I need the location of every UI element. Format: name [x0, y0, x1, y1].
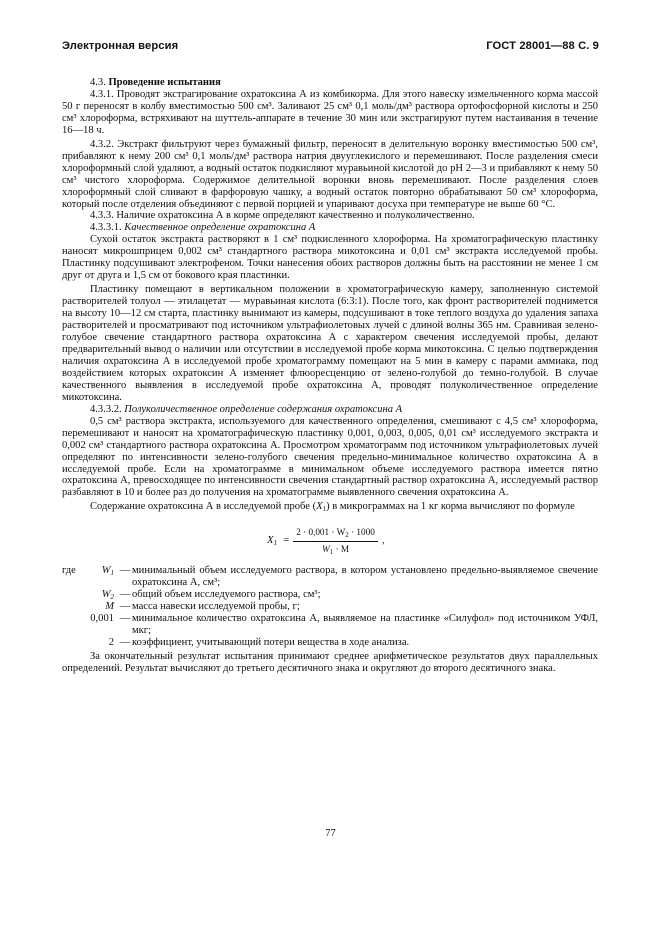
definition-symbol: [80, 613, 118, 637]
paragraph-4-3-3: 4.3.3. Наличие охратоксина А в корме определяют качественно и полуколичественно.: [90, 210, 475, 222]
formula-denominator: [322, 542, 349, 556]
subscript: 2: [345, 530, 349, 539]
definition-symbol: [80, 637, 118, 649]
subscript: 1: [322, 505, 327, 514]
formula: [267, 523, 385, 559]
numerator-text: 2 · 0,001 · W: [296, 526, 346, 537]
definition-dash: —: [119, 601, 131, 613]
formula-numerator: [293, 527, 378, 542]
formula-trailing-comma: ,: [381, 534, 385, 547]
definition-symbol: [80, 589, 118, 601]
variable-x: X: [316, 501, 323, 513]
header-edition-label: Электронная версия: [62, 40, 179, 52]
section-title: Проведение испытания: [108, 77, 221, 88]
paragraph-semi-quantitative: 0,5 см³ раствора экстракта, используемого для качественного определения, смешивают с 4,5 см³ хлороформа, перемешивают и наносят на хроматографическую пластинку 0,001, 0,003, 0,005, 0,01 см³ исследуемого экстракта и 0,002 см³ стандартного раствора охратоксина А. Просмотром хроматограмм под источником ультрафиолетовых лучей определяют по интенсивности зелено-голубого свечения предельно-минимальное количество охратоксина А в исследуемой пробе. Если на хроматограмме в минимальном объеме исследуемого раствора имеется пятно охратоксина А, превосходящее по интенсивности свечения стандартный раствор охратоксина А, исследуемый раствор разбавляют в 10 и более раз до получения на хроматограмме выявленного свечения охратоксина А.: [62, 415, 598, 499]
definition-prefix: где: [62, 565, 76, 577]
symbol-text: M: [105, 601, 114, 613]
definition-prefix: [62, 589, 80, 601]
definition-row: [62, 613, 598, 637]
section-number: 4.3.: [90, 77, 106, 88]
definition-row: [62, 565, 598, 589]
definition-dash: —: [119, 637, 131, 649]
text-fragment: Содержание охратоксина А в исследуемой пробе (: [90, 501, 317, 513]
subheading-number: 4.3.3.2.: [90, 403, 122, 415]
symbol-text: W: [101, 565, 111, 577]
definition-dash: —: [119, 589, 131, 601]
subscript: 1: [329, 547, 334, 556]
definition-symbol: [80, 565, 118, 589]
definition-dash: —: [119, 613, 131, 625]
symbol-text: 2: [108, 637, 114, 649]
paragraph-content-formula-intro: [62, 501, 598, 513]
definition-prefix: [62, 637, 80, 649]
subheading-title: Качественное определение охратоксина А: [124, 222, 316, 234]
definition-prefix: [62, 613, 80, 637]
definition-text: минимальный объем исследуемого раствора, в котором установлено предельно-выявляемое свечение охратоксина А, см³;: [132, 565, 598, 589]
paragraph-dry-residue: Сухой остаток экстракта растворяют в 1 см³ подкисленного хлороформа. На хроматографическую пластинку наносят микрошприцем 0,002 см³ стандартного раствора микотоксина и 0,01 см³ экстракта исследуемой пробы. Пластинку подсушивают электрофеном. Точки нанесения обоих растворов должны быть на расстоянии не менее 1 см друг от друга и 1,5 см от бокового края пластинки.: [62, 234, 598, 282]
text-fragment: ) в микрограммах на 1 кг корма вычисляют по формуле: [326, 501, 575, 513]
subheading-title: Полуколичественное определение содержания охратоксина А: [124, 403, 403, 415]
symbol-definitions: [62, 565, 598, 649]
formula-fraction: [293, 527, 378, 556]
document-body: [62, 77, 598, 675]
subscript: 1: [110, 569, 114, 578]
definition-row: [62, 637, 598, 649]
definition-text: масса навески исследуемой пробы, г;: [132, 601, 300, 613]
definition-dash: —: [119, 565, 131, 577]
denominator-tail: · M: [333, 543, 349, 554]
subscript: 1: [273, 539, 278, 548]
numerator-tail: · 1000: [348, 526, 375, 537]
formula-equals: =: [283, 534, 290, 547]
paragraph-4-3-2: 4.3.2. Экстракт фильтруют через бумажный фильтр, переносят в делительную воронку вместимостью 500 см³, прибавляют к нему 200 см³ 0,1 моль/дм³ раствора натрия двууглекислого и перемешивают. После разделения смеси хлороформный слой удаляют, а водный остаток подкисляют муравьиной кислотой до рН 2—3 и прибавляют к нему 50 см³ чистого хлороформа. Содержимое делительной воронки вновь перемешивают. После разделения слоев хлороформный слой сливают в фарфоровую чашку, а водный остаток повторно обрабатывают 50 см³ хлороформа, который после отделения объединяют с первой порцией и упаривают досуха при температуре не выше 60 °С.: [62, 138, 598, 210]
subheading-number: 4.3.3.1.: [90, 222, 122, 234]
subheading-4-3-3-1: [62, 222, 598, 234]
definition-text: общий объем исследуемого раствора, см³;: [132, 589, 321, 601]
definition-text: коэффициент, учитывающий потери вещества в ходе анализа.: [132, 637, 410, 649]
section-heading-4-3: [62, 77, 598, 89]
header-standard-page: ГОСТ 28001—88 С. 9: [486, 40, 599, 52]
page-number: 77: [325, 828, 336, 839]
formula-block: [62, 523, 598, 559]
definition-symbol: [80, 601, 118, 613]
definition-prefix: [62, 601, 80, 613]
symbol-text: W: [101, 589, 111, 601]
subheading-4-3-3-2: [62, 404, 598, 416]
definition-row: [62, 589, 598, 601]
definition-text: минимальное количество охратоксина А, выявляемое на пластинке «Силуфол» под источником УФЛ, мкг;: [132, 613, 598, 637]
paragraph-final-result: За окончательный результат испытания принимают среднее арифметическое результатов двух параллельных определений. Результат вычисляют до третьего десятичного знака и округляют до второго десятичного знака.: [62, 650, 598, 674]
subscript: 2: [110, 593, 114, 602]
formula-variable: X: [267, 534, 274, 547]
paragraph-4-3-1: 4.3.1. Проводят экстрагирование охратоксина А из комбикорма. Для этого навеску измельченного корма массой 50 г переносят в колбу вместимостью 500 см³. Заливают 25 см³ 0,1 моль/дм³ раствора ортофосфорной кислоты и 250 см³ хлороформа, встряхивают на шуттель-аппарате в течение 30 мин или экстрагируют путем настаивания в течение 16—18 ч.: [62, 88, 598, 136]
paragraph-plate-chromatography: Пластинку помещают в вертикальном положении в хроматографическую камеру, заполненную системой растворителей толуол — этилацетат — муравьиная кислота (6:3:1). После того, как фронт растворителей поднимется на высоту 10—12 см старта, пластинку вынимают из камеры, подсушивают в токе теплого воздуха до удаления запаха растворителей и просматривают под источником ультрафиолетовых лучей с длиной волны 365 нм. Сравнивая зелено-голубое свечение стандартного раствора охратоксина А с характером свечения исследуемой пробы, делают предварительный вывод о наличии или отсутствии в исследуемой пробе корма микотоксина. С целью подтверждения наличия охратоксина А в исследуемой пробе хроматограмму помещают на 5 мин в камеру с парами аммиака, под воздействием которых охратоксин А изменяет флюоресценцию от зелено-голубой до темно-голубой. В случае качественного выявления в исследуемой пробе охратоксина А, проводят полуколичественное определение микотоксина.: [62, 284, 598, 403]
definition-row: [62, 601, 598, 613]
denominator-text: W: [322, 543, 330, 554]
formula-lhs: [267, 535, 277, 547]
symbol-text: 0,001: [90, 613, 114, 625]
